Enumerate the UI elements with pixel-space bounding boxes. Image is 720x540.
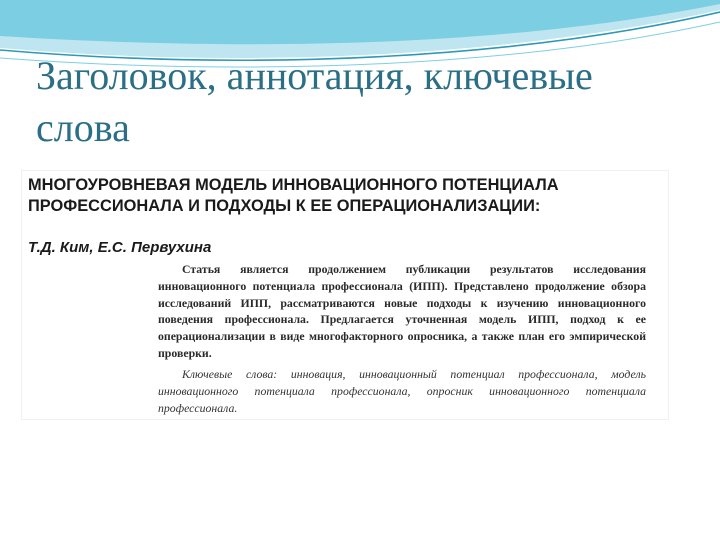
article-abstract: Статья является продолжением публикации результатов исследования инновационного потенциала профессионала (ИПП). Представлено продолжение обзора исследований ИПП, рассматриваются новые подходы к изучению инновационного поведения профессионала. Предлагается уточненная модель ИПП, подход к ее операционализации в виде многофакторного опросника, а также план его эмпирической проверки. [158,262,646,360]
article-keywords: Ключевые слова: инновация, инновационный потенциал профессионала, модель инновационного потенциала профессионала, опросник инновационного потенциала профессионала. [158,367,646,415]
article-title: МНОГОУРОВНЕВАЯ МОДЕЛЬ ИННОВАЦИОННОГО ПОТЕНЦИАЛА ПРОФЕССИОНАЛА И ПОДХОДЫ К ЕЕ ОПЕРАЦИОНАЛИЗАЦИИ: [28,176,559,215]
slide-title: Заголовок, аннотация, ключевые слова [36,53,593,150]
article-excerpt-image [22,171,668,419]
article-authors: Т.Д. Ким, Е.С. Первухина [28,239,212,256]
